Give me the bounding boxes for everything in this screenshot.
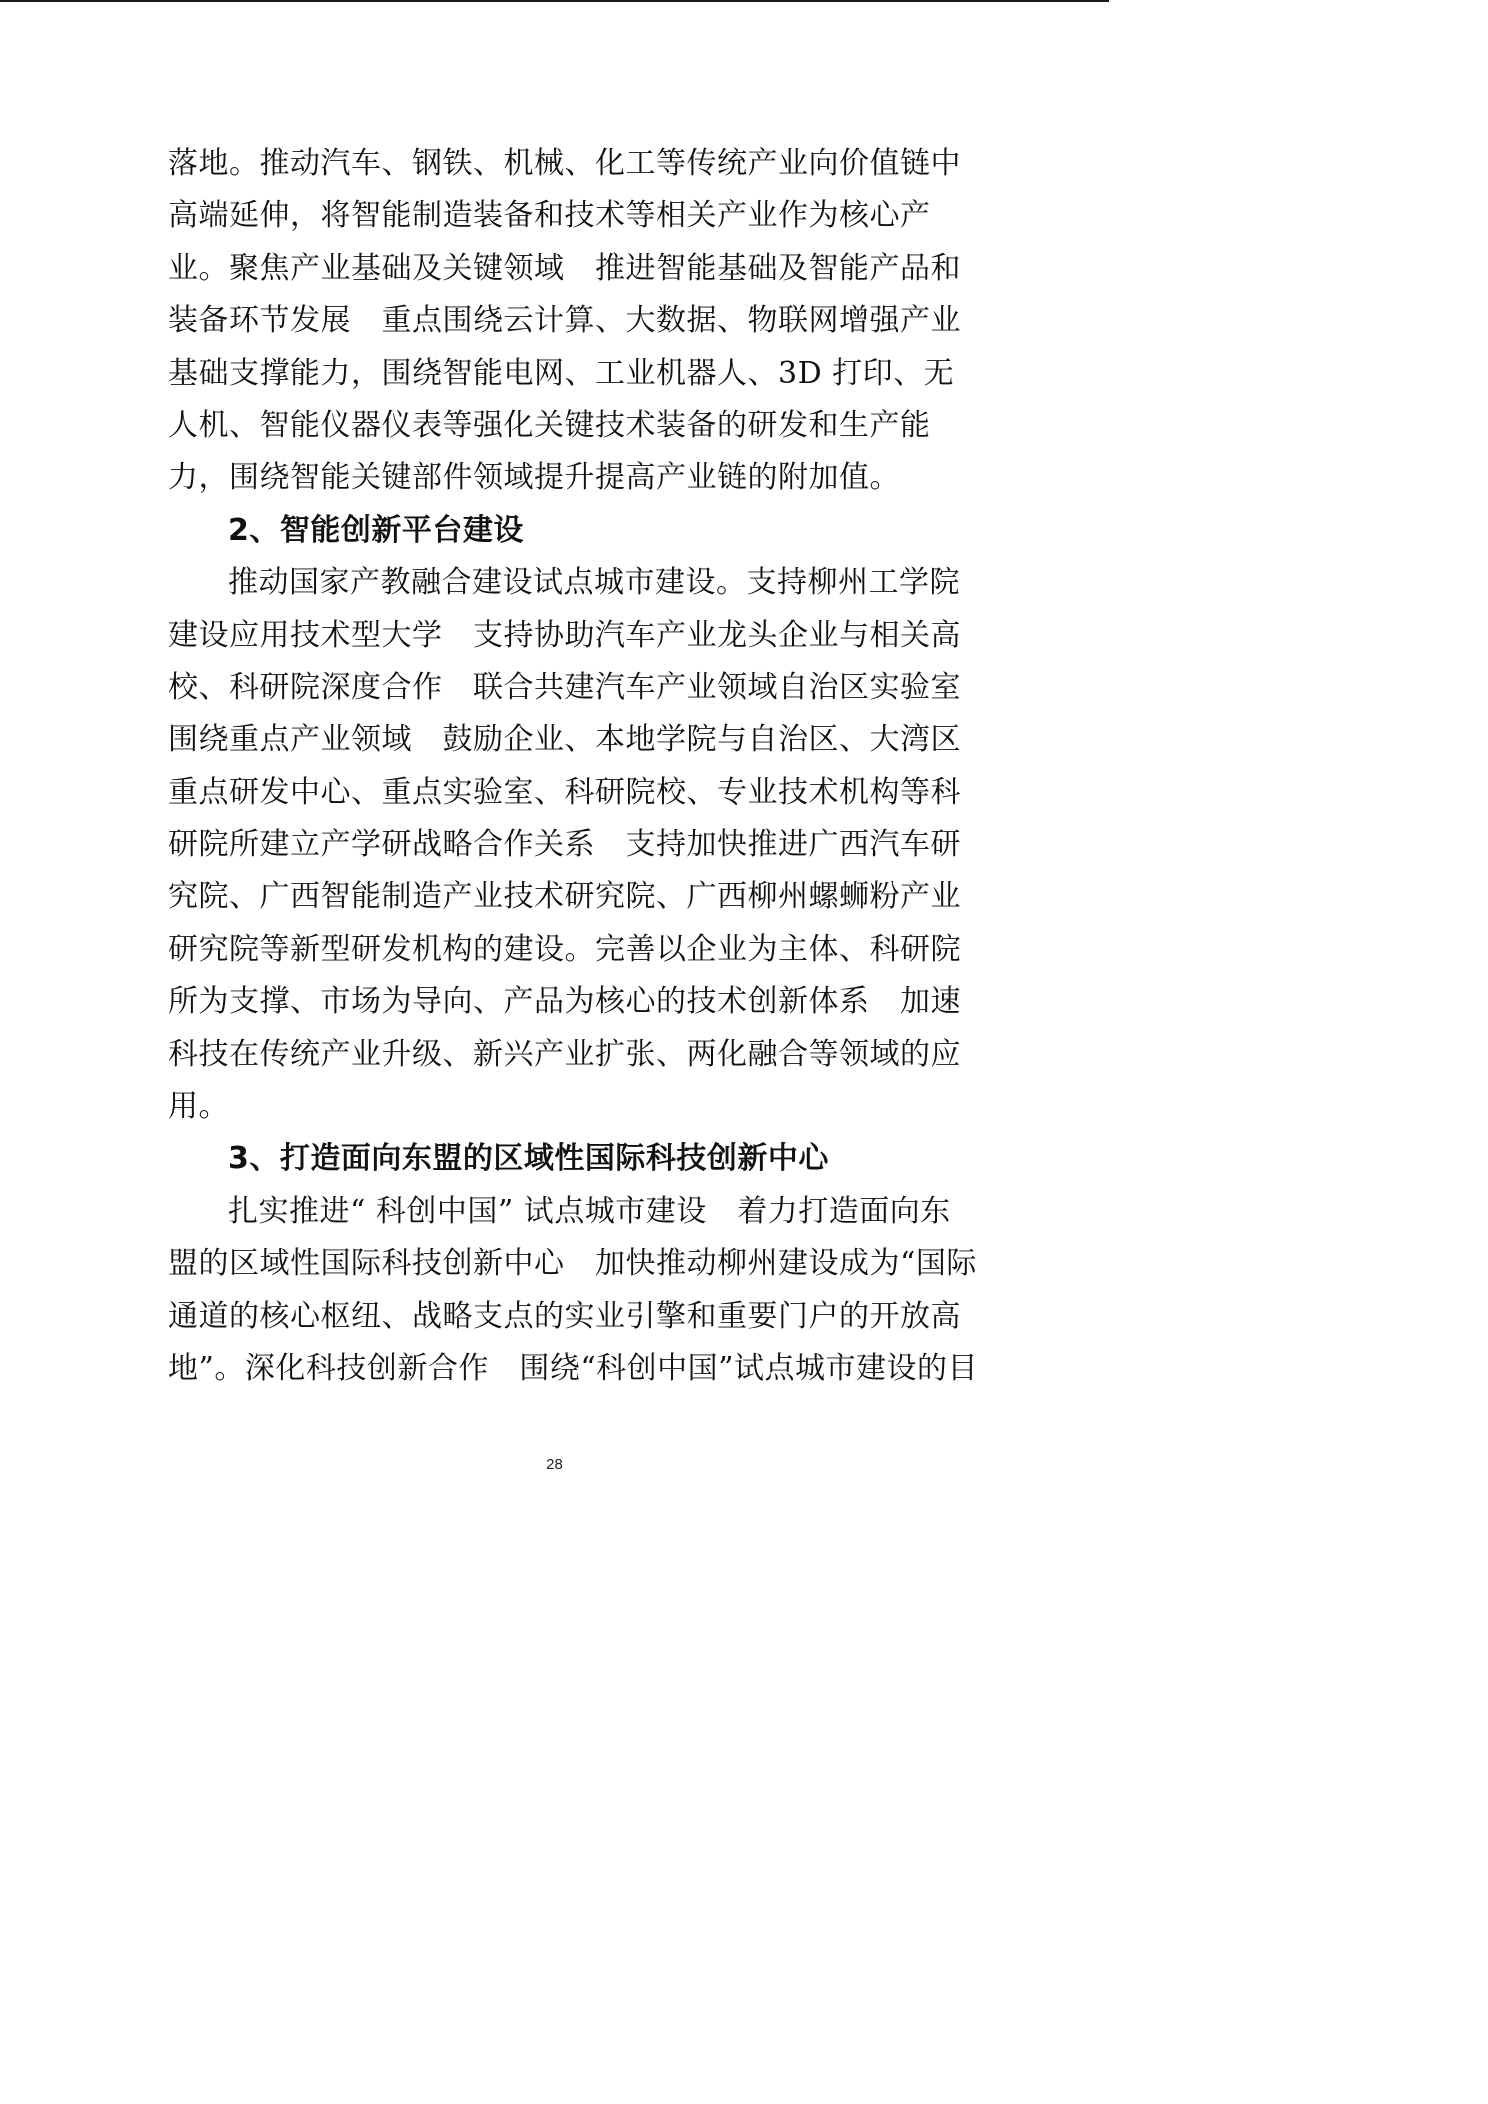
- text-line: 所为支撑、市场为导向、产品为核心的技术创新体系 加速: [168, 984, 961, 1020]
- text-line: 重点研发中心、重点实验室、科研院校、专业技术机构等科: [168, 774, 961, 810]
- text-line: 用。: [168, 1089, 229, 1125]
- text-line: 研院所建立产学研战略合作关系 支持加快推进广西汽车研: [168, 827, 961, 863]
- text-line: 地”。深化科技创新合作 围绕“科创中国”试点城市建设的目: [168, 1350, 979, 1386]
- text-line: 人机、智能仪器仪表等强化关键技术装备的研发和生产能: [168, 407, 931, 443]
- text-line: 基础支撑能力，围绕智能电网、工业机器人、3D 打印、无: [168, 355, 955, 391]
- text-line: 围绕重点产业领域 鼓励企业、本地学院与自治区、大湾区: [168, 722, 961, 758]
- text-line: 通道的核心枢纽、战略支点的实业引擎和重要门户的开放高: [168, 1298, 961, 1334]
- text-line: 科技在传统产业升级、新兴产业扩张、两化融合等领域的应: [168, 1036, 961, 1072]
- section-heading: 3、打造面向东盟的区域性国际科技创新中心: [228, 1141, 829, 1177]
- text-line: 扎实推进“ 科创中国” 试点城市建设 着力打造面向东: [228, 1193, 951, 1229]
- page-number: 28: [546, 1456, 563, 1473]
- text-line: 力，围绕智能关键部件领域提升提高产业链的附加值。: [168, 460, 900, 496]
- text-line: 推动国家产教融合建设试点城市建设。支持柳州工学院: [228, 565, 960, 601]
- text-line: 研究院等新型研发机构的建设。完善以企业为主体、科研院: [168, 931, 961, 967]
- text-line: 业。聚焦产业基础及关键领域 推进智能基础及智能产品和: [168, 250, 961, 286]
- text-line: 校、科研院深度合作 联合共建汽车产业领域自治区实验室: [168, 669, 961, 705]
- text-line: 高端延伸，将智能制造装备和技术等相关产业作为核心产: [168, 198, 931, 234]
- text-line: 建设应用技术型大学 支持协助汽车产业龙头企业与相关高: [168, 617, 961, 653]
- section-heading: 2、智能创新平台建设: [228, 512, 524, 548]
- text-line: 装备环节发展 重点围绕云计算、大数据、物联网增强产业: [168, 303, 961, 339]
- text-line: 究院、广西智能制造产业技术研究院、广西柳州螺蛳粉产业: [168, 879, 961, 915]
- text-line: 盟的区域性国际科技创新中心 加快推动柳州建设成为“国际: [168, 1246, 977, 1282]
- document-body: [168, 138, 979, 1395]
- top-border-line: [0, 0, 1109, 2]
- text-line: 落地。推动汽车、钢铁、机械、化工等传统产业向价值链中: [168, 146, 961, 181]
